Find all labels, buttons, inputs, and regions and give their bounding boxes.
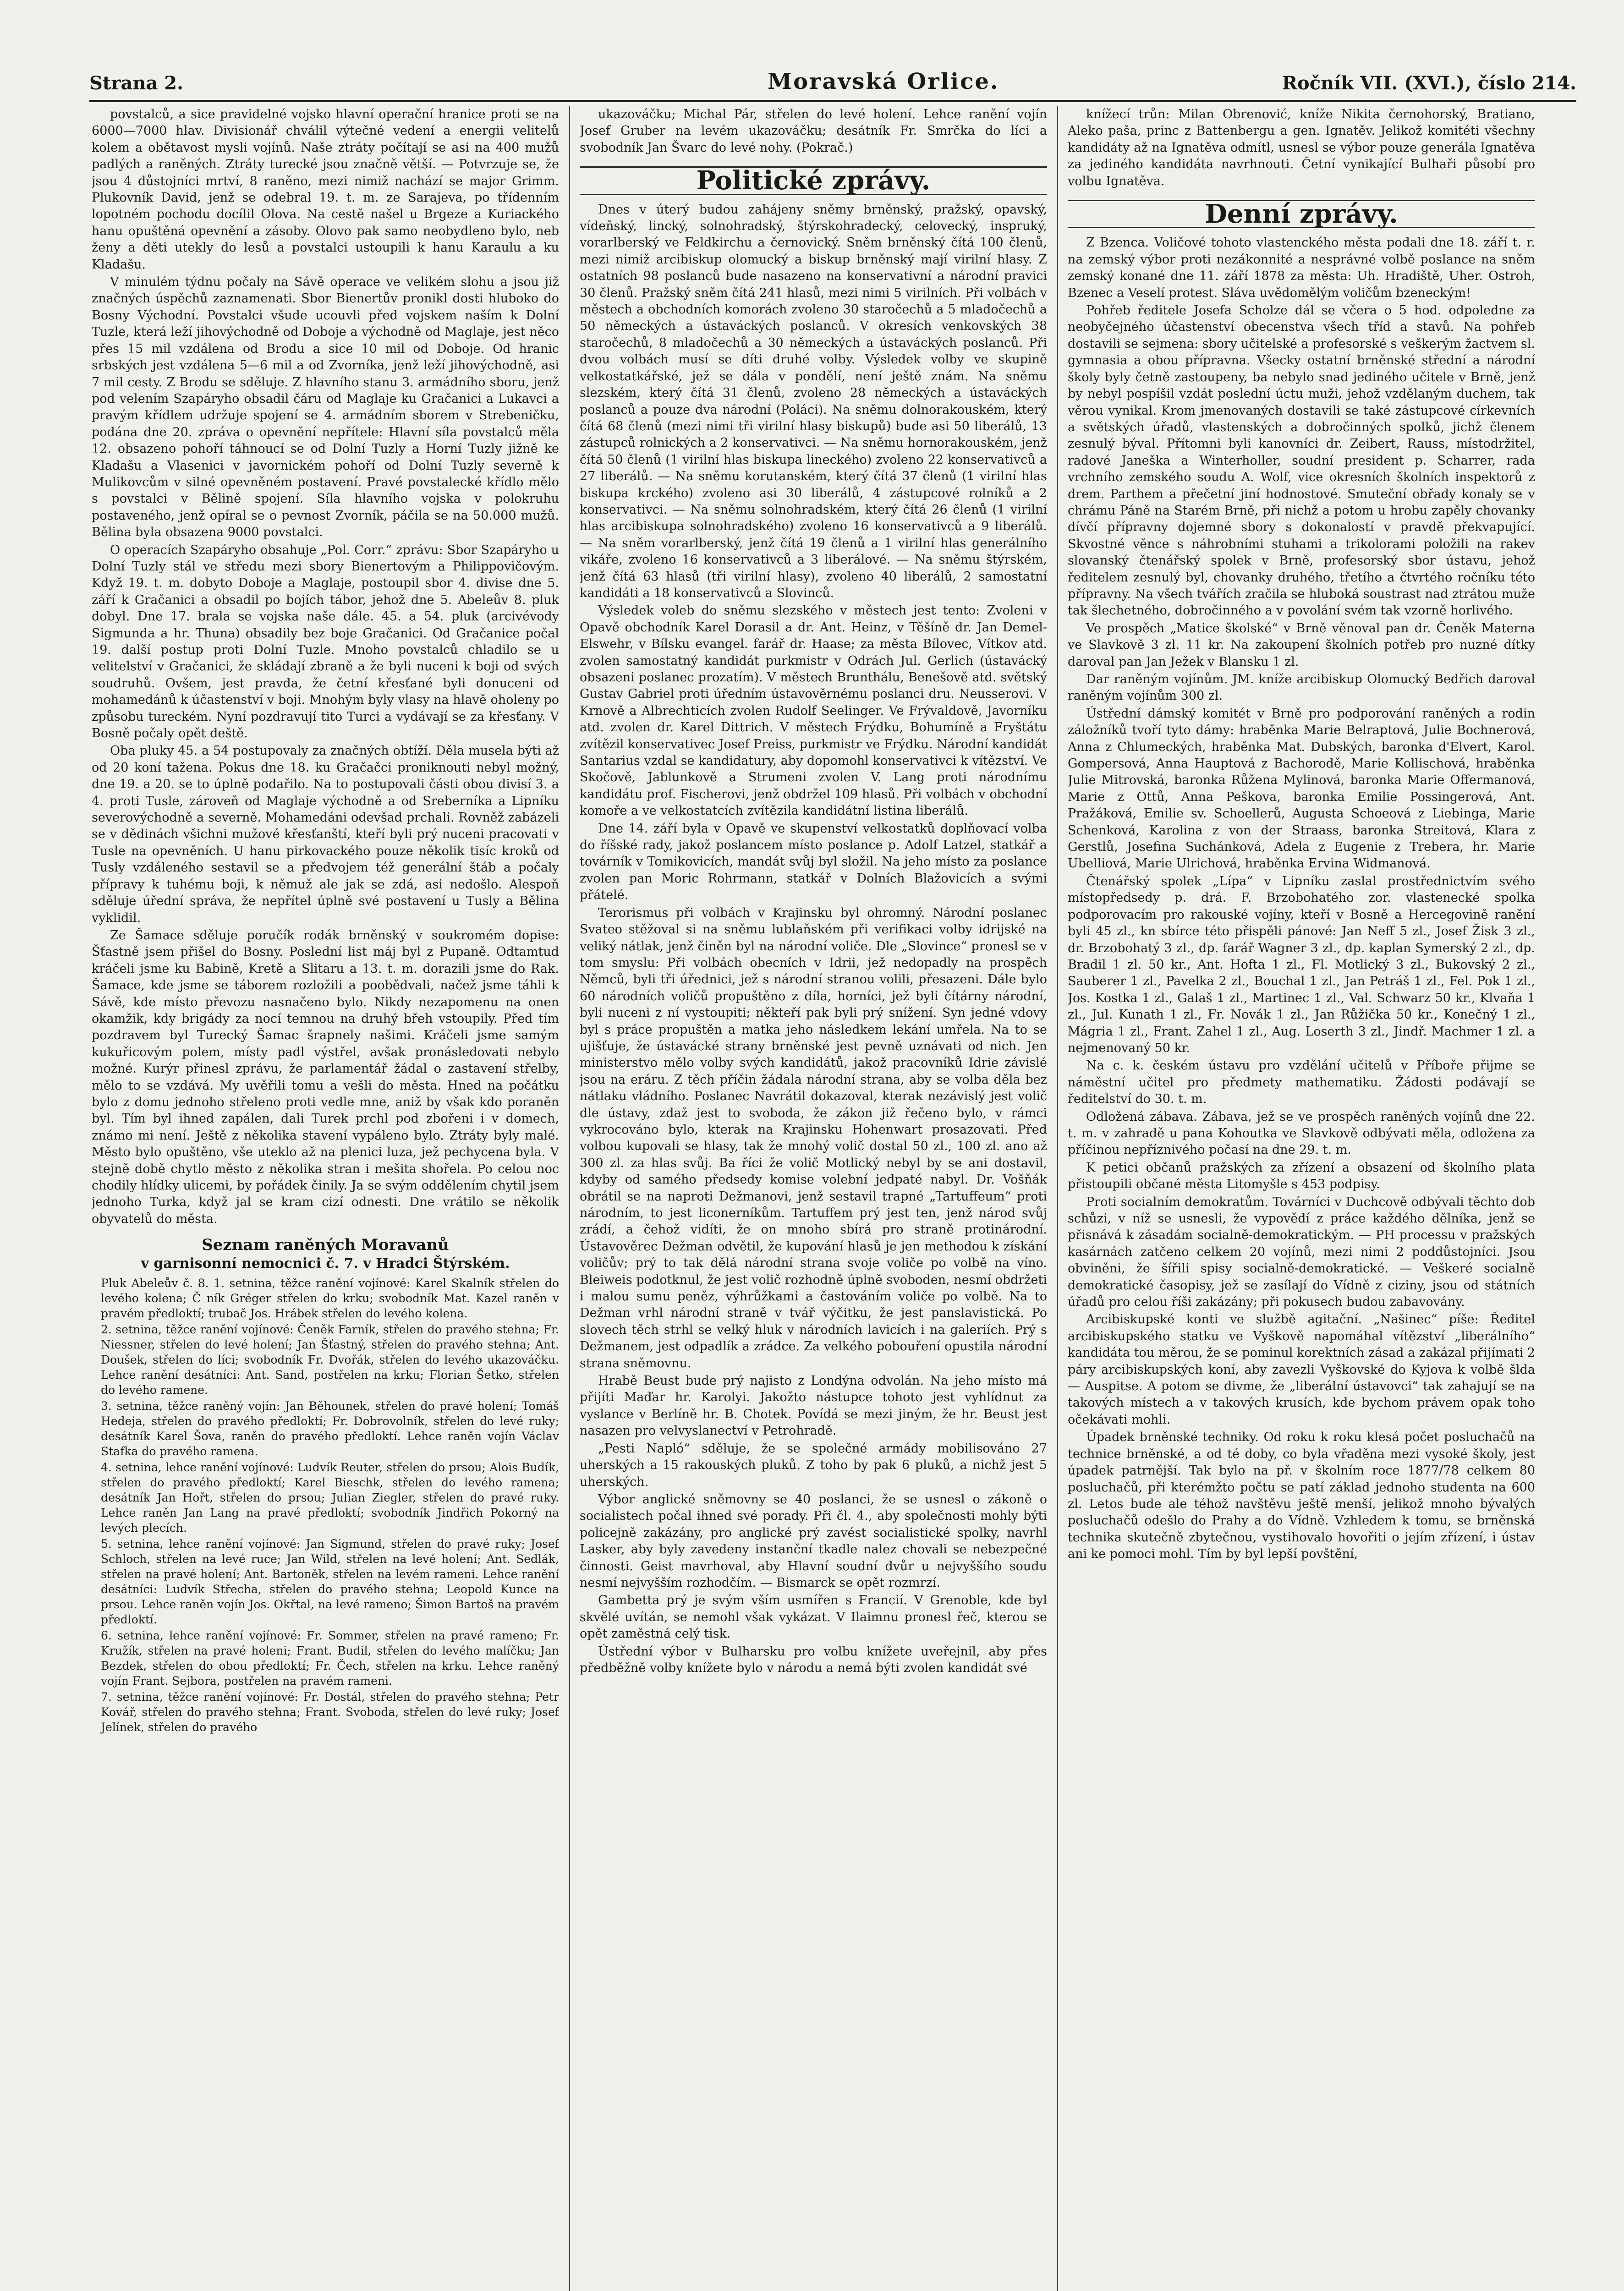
paragraph: Úpadek brněnské techniky. Od roku k roku klesá počet posluchačů na technice brněnské, a od té doby, co byla vřaděna mezi vysoké školy, jest úpadek patrnější. Tak bylo na př. v školním roce 1877/78 celkem 80 posluchačů, při kterémžto počtu se patí základ jednoho studenta na 600 zl. Letos bude ale téhož navštěvu ještě menší, jelikož mnoho bývalých posluchačů odešlo do Prahy a do Vídně. Vzhledem k tomu, se brněnská technika skutečně zbytečnou, vystihovalo hovořiti o jejím zřízení, i ústav ani ke pomoci mohl. Tím by byl lepší povštění, [1068,1430,1535,1562]
paragraph: knížecí trůn: Milan Obrenović, kníže Nikita černohorský, Bratiano, Aleko paša, princ z Battenbergu a gen. Ignatěv. Jelikož komitéti všechny kandidáty až na Ignatěva odmítl, usnesl se výbor pouze generála Ignatěva za jediného kandidáta navrhnouti. Četní vynikající Bulhaři působí pro volbu Ignatěva. [1068,107,1535,188]
paragraph: Výsledek voleb do sněmu slezského v městech jest tento: Zvoleni v Opavě obchodník Karel Dorasil a dr. Ant. Heinz, v Těšíně dr. Jan Demel-Elswehr, v Bílsku evangel. farář dr. Haase; za města Bílovec, Vítkov atd. zvolen samostatný kandidát purkmistr v Odrách Jul. Gerlich (ústavácký obsazeni poslanec prozatím). V městech Brunthálu, Benešově atd. světský Gustav Gabriel proti úředním ústavověrnému poslanci dru. Neusserovi. V Krnově a Albrechticích zvolen Rudolf Seelinger. Ve Frývaldově, Javorníku atd. zvolen dr. Karel Dittrich. V městech Frýdku, Bohumíně a Fryštátu zvítězil konservativec Josef Preiss, purkmistr ve Frýdku. Národní kandidát Santarius vzdal se kandidatury, aby dopomohl konservativci k vítězství. Ve Skočově, Jablunkově a Strumeni zvolen V. Lang proti národnímu kandidátu prof. Fischerovi, jenž obdržel 109 hlasů. Při volbách v obchodní komoře a ve velkostatcích zvítězila kandidátní listina liberálů. [580,603,1047,818]
list-item: 2. setnina, těžce ranění vojínové: Čeněk Farník, střelen do pravého stehna; Fr. Niessner, střelen do levé holení; Jan Šťastný, střelen do pravého stehna; Ant. Doušek, střelen do líci; svobodník Fr. Dvořák, střelen do levého ukazováčku. Lehce ranění desátníci: Ant. Sand, postřelen na krku; Florian Šetko, střelen do levého ramene. [101,1323,559,1397]
paragraph: Dnes v úterý budou zahájeny sněmy brněnský, pražský, opavský, vídeňský, lincký, solnohradský, štýrskohradecký, celovecký, inspruký, vorarlberský ve Feldkirchu a černovický. Sněm brněnský čítá 100 členů, mezi nimiž arcibiskup olomucký a biskup brněnský mají virilní hlasy. Z ostatních 98 poslanců bude nasazeno na konservativní a národní pravici 30 členů. Pražský sněm čítá 241 hlasů, mezi nimi 5 virilních. Při volbách v městech a obchodních komorách zvoleno 30 staročechů a 5 mladočechů a 50 německých a ústaváckých poslanců. V okresích venkovských 38 staročechů, 8 mladočechů a 30 německých a ústaváckých poslanců. Při dvou volbách musí se díti druhé volby. Výsledek volby ve skupině velkostatkářské, jež se dála v pondělí, není ještě znám. Na sněmu slezském, který čítá 31 členů, zvoleno 28 německých a ústaváckých poslanců a pouze dva národní (Poláci). Na sněmu dolnorakouském, který čítá 68 členů (mezi nimi tři virilní hlasy biskupů) bude asi 50 liberálů, 13 zástupců rolnických a 2 konservativci. — Na sněmu hornorakouském, jenž čítá 50 členů (1 virilní hlas biskupa lineckého) zvoleno 22 konservativců a 27 liberálů. — Na sněmu korutanském, který čítá 37 členů (1 virilní hlas biskupa krckého) zvoleno asi 30 liberálů, 4 zástupcové rolníků a 2 konservativci. — Na sněmu solnohradském, který čítá 26 členů (1 virilní hlas arcibiskupa solnohradského) zvoleno 16 konservativců a 9 liberálů. — Na sněm vorarlberský, jenž čítá 19 členů a 1 virilní hlas generálního vikáře, zvoleno 16 konservativců a 3 liberálové. — Na sněmu štýrském, jenž čítá 63 hlasů (tři virilní hlasy), zvoleno 40 liberálů, 2 samostatní kandidáti a 18 konservativců a Slovinců. [580,202,1047,600]
casualty-list [92,1276,559,1735]
paragraph: Gambetta prý je svým vším usmířen s Francií. V Grenoble, kde byl skvělé uvítán, se nemohl však vykázat. V Ilaimnu pronesl řeč, kterou se opět zaměstná celý tisk. [580,1593,1047,1641]
issue-info: Ročník VII. (XVI.), číslo 214. [1282,72,1576,94]
list-item: Pluk Abeleův č. 8. 1. setnina, těžce ranění vojínové: Karel Skalník střelen do levého kolena; Č ník Gréger střelen do krku; svobodník Mat. Kazel raněn v pravém předloktí; trubač Jos. Hrábek střelen do levého kolena. [101,1277,559,1321]
paragraph: Na c. k. českém ústavu pro vzdělání učitelů v Příboře přijme se náměstní učitel pro předmety mathematiku. Žádosti podávají se ředitelství do 30. t. m. [1068,1058,1535,1107]
newspaper-title: Moravská Orlice. [768,69,999,94]
paragraph: Výbor anglické sněmovny se 40 poslanci, že se usnesl o zákoně o socialistech počal ihned své porady. Při čl. 4., aby společnosti mohly býti policejně zakázány, pro anglické prý zavést socialistické spolky, navrhl Lasker, aby byly zavedeny instanční tkadle nalez chovali se nebezpečné činnosti. Geist mavrhoval, aby Hlavní soudní dvůr u nejvyššího soudu nesmí nejvyšším rozhodčím. — Bismarck se opět rozmrzí. [580,1492,1047,1590]
paragraph: O operacích Szapáryho obsahuje „Pol. Corr.“ zprávu: Sbor Szapáryho u Dolní Tuzly stál ve středu mezi sbory Bienertovým a Philippovičovým. Když 19. t. m. dobyto Doboje a Maglaje, postoupil sbor 4. divise dne 5. září k Gračanici a obsadil po bojích tábor, jehož dne 5. Abeleův 8. pluk dobyl. Dne 17. brala se vojska naše dále. 45. a 54. pluk (arcivévody Sigmunda a hr. Thuna) obsadily bez boje Gračanici. Od Gračanice počal 19. další postup proti Dolní Tuzle. Mnoho povstalců chladilo se u velitelství v Gračanici, že skládají zbraně a že byli nuceni k boji od svých soudruhů. Ovšem, jest pravda, že četní křesťané byli donuceni od mohamedánů k účastenství v boji. Mnohým byly vlasy na hlavě oholeny po způsobu tureckém. Nyní pozdravují tito Turci a vydávají se za křesťany. V Bosně počaly opět deště. [92,543,559,741]
paragraph: ukazováčku; Michal Pár, střelen do levé holení. Lehce ranění vojín Josef Gruber na levém ukazováčku; desátník Fr. Smrčka do líci a svobodník Jan Švarc do levé nohy. (Pokrač.) [580,107,1047,155]
page-number: Strana 2. [89,72,184,94]
masthead-rule [89,100,1576,102]
list-item: 6. setnina, lehce ranění vojínové: Fr. Sommer, střelen na pravé rameno; Fr. Kružík, střelen na pravé holeni; Frant. Budil, střelen do levého malíčku; Jan Bezdek, střelen do obou předloktí; Fr. Čech, střelen na krku. Lehce raněný vojín Frant. Sejbora, postřelen na pravém rameni. [101,1629,559,1688]
paragraph: Ústřední dámský komitét v Brně pro podporování raněných a rodin záložníků tvoří tyto dámy: hraběnka Marie Belraptová, Julie Bochnerová, Anna z Chlumeckých, hraběnka Mat. Dubských, baronka d'Elvert, Karol. Gompersová, Anna Hauptová z Bachorodě, Marie Kollischová, hraběnka Julie Mitrovská, baronka Růžena Mylinová, baronka Marie Offermanová, Marie z Ottů, Anna Peškova, baronka Emilie Possingerová, Ant. Pražáková, Emilie sv. Schoellerů, Augusta Schoeová z Liebinga, Marie Schenková, Karolina z von der Straass, baronka Streitová, Klara z Gerstlů, Josefina Suchánková, Adela z Eugenie z Trebera, hr. Marie Ubelliová, Marie Ulrichová, hraběnka Ervina Widmanová. [1068,706,1535,871]
paragraph: Dne 14. září byla v Opavě ve skupenství velkostatků doplňovací volba do říšské rady, jakož poslancem místo poslance p. Adolf Latzel, statkář a továrník v Tomikovicích, mandát svůj byl složil. Na jeho místo za poslance zvolen pan Moric Rohrmann, statkář v Dolních Blažovicích a svými přátelé. [580,821,1047,903]
column-2 [580,106,1047,2291]
section-heading-political: Politické zprávy. [580,166,1047,195]
column-1 [92,106,559,2291]
list-item: 3. setnina, těžce raněný vojín: Jan Běhounek, střelen do pravé holení; Tomáš Hedeja, střelen do pravého předloktí; Fr. Dobrovolník, střelen do levé ruky; desátník Karel Šova, raněn do pravého předloktí. Lehce raněn vojín Václav Stafka do pravého ramena. [101,1399,559,1458]
casualty-list-heading: Seznam raněných Moravanů [202,1236,449,1255]
masthead [89,69,1576,96]
paragraph: K petici občanů pražských za zřízení a obsazení od školního plata přistoupili občané města Litomyšle s 453 podpisy. [1068,1160,1535,1192]
paragraph: Dar raněným vojínům. JM. kníže arcibiskup Olomucký Bedřich daroval raněným vojínům 300 zl. [1068,672,1535,703]
paragraph: V minulém týdnu počaly na Sávě operace ve velikém slohu a jsou již značných úspěchů zaznamenati. Sbor Bienertův pronikl dosti hluboko do Bosny Východní. Povstalci všude ucouvli před vojskem naším k Dolní Tuzle, která leží jihovýchodně od Doboje a východně od Maglaje, jest něco přes 15 mil vzdálena od Brodu a sice 10 mil od Doboje. Od hranic srbských jest vzdálena 5—6 mil a od Zvorníka, jenž leží jihovýchodně, asi 7 mil cesty. Z Brodu se sděluje. Z hlavního stanu 3. armádního sboru, jenž pod velením Szapáryho obsadil čáru od Maglaje ku Gračanici a Lukavci a pravým křídlem udržuje spojení se 4. armádním sborem v Strebeničku, podána dne 20. zpráva o opevnění nepřítele: Hlavní síla povstalců měla 12. obsazeno pohoří táhnoucí se od Dolní Tuzly a Horní Tuzly jižně ke Kladašu a Vlasenici v javornickém pohoří od Dolní Tuzly severně k Mulikovcům v silné opevněném postavení. Pravé povstalecké křídlo mělo s povstalci v Bělině spojení. Síla hlavního vojska v polokruhu postaveného, jenž opíral se o pevnost Zvorník, páčila se na 50.000 mužů. Bělina byla obsazena 9000 povstalci. [92,275,559,540]
list-item: 5. setnina, lehce ranění vojínové: Jan Sigmund, střelen do pravé ruky; Josef Schloch, střelen na levé ruce; Jan Wild, střelen na levé holení; Ant. Sedlák, střelen na pravé holení; Ant. Bartoněk, střelen na levém rameni. Lehce ranění desátníci: Ludvík Střecha, střelen do pravého stehna; Leopold Kunce na prsou. Lehce raněn vojín Jos. Okřtal, na levé rameno; Šimon Bartoš na pravém předloktí. [101,1537,559,1627]
list-item: 4. setnina, lehce ranění vojínové: Ludvík Reuter, střelen do prsou; Alois Budík, střelen do pravého předloktí; Karel Bieschk, střelen do levého ramena; desátník Jan Hořt, střelen do prsou; Julian Ziegler, střelen do pravé ruky. Lehce raněn Jan Lang na pravé předloktí; svobodník Jindřich Pokorný na levých plecích. [101,1461,559,1535]
paragraph: Z Bzenca. Voličové tohoto vlastenckého města podali dne 18. září t. r. na zemský výbor proti nezákonnité a nesprávné volbě poslance na sněm zemský konané dne 11. září 1878 za města: Uh. Hradiště, Uher. Ostroh, Bzenec a Veselí protest. Sláva uvědomělým voličům bzeneckým! [1068,236,1535,300]
paragraph: Ve prospěch „Matice školské“ v Brně věnoval pan dr. Čeněk Materna ve Slavkově 3 zl. 11 kr. Na zakoupení školních potřeb pro nuzné dítky daroval pan Jan Ježek v Blansku 1 zl. [1068,621,1535,669]
paragraph: povstalců, a sice pravidelné vojsko hlavní operační hranice proti se na 6000—7000 hlav. Divisionář chválil výtečné vedení a energii velitelů kolem a obětavost mysli vojínů. Naše ztráty počítají se asi na 400 mužů padlých a raněných. Ztráty turecké jsou značně větší. — Potvrzuje se, že jsou 4 důstojníci mrtví, 8 raněno, mezi nimiž nachází se major Grimm. Plukovník David, jenž se odebral 19. t. m. ze Sarajeva, po třídenním lopotném pochodu docílil Olova. Na cestě našel u Brgeze a Kuriackého hanu opuštěná opevnění a zásoby. Olovo pak samo neobydleno bylo, neb ženy a děti utekly do lesů a povstalci ustoupili k hanu Karaulu a ku Kladašu. [92,107,559,272]
paragraph: Terorismus při volbách v Krajinsku byl ohromný. Národní poslanec Svateo stěžoval si na sněmu lublaňském při verifikaci volby idrijské na veliký nátlak, jenž činěn byl na národní voliče. Dle „Slovince“ pronesl se v tom smyslu: Při volbách obecních v Idrii, jež nedopadly na prospěch Němců, byli tři úřednici, jež s národní stranou volili, přesazeni. Dále bylo 60 národních voličů propuštěno z díla, horníci, jež byli čítárny národní, byli nuceni z ní vystoupiti; někteří pak byli prý snížení. Syn jedné vdovy byl s práce propuštěn a matka jeho následkem lekání umřela. Na to se ujišťuje, že ústavácké strany brněnské jest pevně uznávati od nich. Jen ministerstvo mělo volby svých kandidátů, jakož pracovníků Idrie závislé jsou na eráru. Z těch příčin žádala národní strana, aby se volba děla bez nátlaku vládního. Poslanec Navrátil dokazoval, kterak nezávislý jest volič dle ústavy, zdaž jest to svoboda, že zákon již řečeno bylo, v rámci vykrocováno bylo, kterak na Krajinsku Hohenwart prosazovati. Před volbou kupovali se hlasy, tak že mnohý volič dostal 50 zl., 100 zl. ano až 300 zl. za hlas svůj. Ba říci že volič Motlický nebyl by se ani dostavil, kdyby od samého předsedy komise volební jedpaté nabyl. Dr. Vošňák obrátil se na naproti Dežmanovi, jenž sestavil trapné „Tartuffeum“ proti národním, to jest liconerníkům. Tartuffem prý jest ten, jenž národ svůj zrádí, a čehož vidíti, že on mnoho sbírá pro straně protinárodní. Ústavověrec Dežman odvětil, že kupování hlasů je jen methodou k získání voličův; prý to tak dělá národní strana svoje voliče po volbě na víno. Bleiweis podotknul, že jest volič rozhodně úplně svoboden, nesmí obdržeti i malou sumu peněz, výhrůžkami a častováním voliče po volbě. Na to Dežman vrhl národní straně v tvář výčitku, že jest panslavistická. Po slovech těch strhl se velký hluk v národních lavicích i na galeriích. Prý s Dežmanem, jest odpadlík a zrádce. Za velkého pobouření opustila národní strana sněmovnu. [580,905,1047,1370]
paragraph: Hrabě Beust bude prý najisto z Londýna odvolán. Na jeho místo má přijíti Maďar hr. Karolyi. Jakožto nástupce tohoto jest vyhlídnut za vyslance v Berlíně hr. B. Chotek. Povídá se mezi jiným, že hr. Beust jest nasazen pro velvyslanectví v Petrohradě. [580,1374,1047,1438]
paragraph: Ze Šamace sděluje poručík rodák brněnský v soukromém dopise: Šťastně jsem přišel do Bosny. Poslední list máj byl z Pupaně. Odtamtud kráčeli jsme ku Babině, Kretě a Slitaru a 13. t. m. dorazili jsme do Rak. Šamace, kde jsme se táborem rozložili a poobědvali, načež jsme táhli k Sávě, kde místo převozu nasnačeno bylo. Nikdy nezapomenu na onen okamžik, kdy brigády za nocí temnou na druhý břeh vstoupily. Před tím pozdravem byl Turecký Šamac šrapnely našimi. Kráčeli jsme samým kukuřicovým polem, místy padl výstřel, avšak pronásledovati nebylo možné. Kurýr přinesl zprávu, že parlamentář žádal o zastavení střelby, mělo to se vzdává. My uvěřili tomu a vešli do města. Hned na počátku bylo z domu jednoho střeleno proti vedle mne, aniž by však kdo poraněn byl. Tím byl ihned zapálen, dali Turek prchl pod zbořeni i v domech, známo mi není. Ještě z několika stavení vypáleno bylo. Ztráty byly malé. Město bylo opuštěno, vše uteklo až na plenici luza, jež pechycena byla. V stejně době chytlo město z několika stran i mešita shořela. Po celou noc chodily hlídky ulicemi, by pořádek činily. Ja se svým oddělením chytil jsem jednoho Turka, když jal se kram cizí odnesti. Dne vrátilo se několik obyvatelů do města. [92,928,559,1226]
paragraph: Odložená zábava. Zábava, jež se ve prospěch raněných vojínů dne 22. t. m. v zahradě u pana Kohoutka ve Slavkově odbývati měla, odložena za příčinou nepříznivého počasí na dne 29. t. m. [1068,1109,1535,1157]
column-divider [1057,106,1058,2291]
paragraph: Oba pluky 45. a 54 postupovaly za značných obtíží. Děla musela býti až od 20 koní tažena. Pokus dne 18. ku Gračačci proniknouti nebyl možný, dne 19. a 20. se to úplně podařilo. Na to postupovali části obou divisí 3. a 4. proti Tusle, zároveň od Maglaje východně a od Sreberníka a Lipníku severovýchodně a severně. Mohamedáni odevšad prchali. Rovněž zabázeli se v dědinách všichni mužové křesťanští, kteří byli prý nuceni pracovati v Tusle na opevněních. U hanu pirkovackého pouze několik tisíc kroků od Tusly vzdáleného sestavil se a předvojem též generální štáb a počaly přípravy k tuhému boji, k němuž ale jak se zdá, asi nedošlo. Alespoň sděluje úřední správa, že nepřítel úplně své postavení u Tusly a Bělina vyklidil. [92,744,559,925]
paragraph: „Pesti Napló“ sděluje, že se společné armády mobilisováno 27 uherských a 15 rakouských pluků. Z toho by pak 6 pluků, a nichž jest 5 uherských. [580,1441,1047,1489]
paragraph: Čtenářský spolek „Lípa“ v Lipníku zaslal prostřednictvím svého místopředsedy p. drá. F. Brzobohatého zor. vlastenecké spolka podporovacím pro rakouské vojíny, kteří v Bosně a Hercegovině ranění byli 45 zl., kn sbírce této přispěli pánové: Jan Neff 5 zl., Josef Žisk 3 zl., dr. Brzobohatý 3 zl., dp. farář Wagner 3 zl., dp. kaplan Symerský 2 zl., dp. Bradil 1 zl. 50 kr., Ant. Hofta 1 zl., Fl. Motlický 3 zl., Bukovský 2 zl., Sauberer 1 zl., Pavelka 2 zl., Bouchal 1 zl., Jan Petráš 1 zl., Fel. Pok 1 zl., Jos. Kostka 1 zl., Galaš 1 zl., Martinec 1 zl., Val. Schwarz 50 kr., Klvaňa 1 zl., Jul. Kunath 1 zl., Fr. Novák 1 zl., Jan Růžička 50 kr., Konečný 1 zl., Mágria 1 zl., Frant. Zahel 1 zl., Aug. Loserth 3 zl., Jindř. Machmer 1 zl. a nejmenovaný 50 kr. [1068,874,1535,1055]
column-divider [569,106,570,2291]
paragraph: Arcibiskupské konti ve službě agitační. „Našinec“ píše: Ředitel arcibiskupského statku ve Vyškově napomáhal vítězství „liberálního“ kandidáta tou měrou, že se pominul korektních zásad a zakázal přijímati 2 páry arcibiskupských koní, aby zavezli Vyškovské do Kyjova k volbě šlda — Auspitse. A potom se divme, že „liberální ústavovci“ tak zahajují se na takových místech a v takových krusích, kde bychom právem opak toho očekávati mohli. [1068,1312,1535,1427]
paragraph: Ústřední výbor v Bulharsku pro volbu knížete uveřejnil, aby přes předběžně volby knížete bylo v národu a nemá býti zvolen kandidát své [580,1644,1047,1675]
section-heading-daily: Denní zprávy. [1068,200,1535,228]
column-3 [1068,106,1535,2291]
list-item: 7. setnina, těžce ranění vojínové: Fr. Dostál, střelen do pravého stehna; Petr Kovář, střelen do pravého stehna; Frant. Svoboda, střelen do levé ruky; Josef Jelínek, střelen do pravého [101,1690,559,1734]
casualty-list-subheading: v garnisonní nemocnici č. 7. v Hradci Štýrském. [141,1255,510,1272]
paragraph: Pohřeb ředitele Josefa Scholze dál se včera o 5 hod. odpoledne za neobyčejného účastenství obecenstva všech tříd a stavů. Na pohřeb dostavili se sejmena: sbory učitelské a profesorské s veškerým žactvem sl. gymnasia a obou přípravna. Všecky ostatní brněnské střední a národní školy byly četně zastoupeny, ba nebylo snad jediného učitele v Brně, jenž by nebyl pospíšil vzdát poslední úctu muži, jehož vzdělaným duchem, tak věrou vynikal. Krom jmenovaných dostavili se také zástupcové církevních a světských úřadů, vlastenských a dobročinných spolků, jichž členem zesnulý býval. Přítomni byli kanovníci dr. Zeibert, Rauss, místodržitel, radové Janeška a Winterholler, soudní president p. Scharrer, rada vrchního zemského soudu A. Wolf, vice okresních školních inspektorů z drem. Parthem a přečetní jiní hodnostové. Smuteční obřady konaly se v chrámu Páně na Starém Brně, při nichž a potom u hrobu zapěly chovanky dívčí přípravny dojemné sbory s dokonalostí v pravdě překvapující. Skvostné věnce s náhrobními stuhami a trikolorami položili na rakev slovanský čtenářský spolek v Brně, profesorský sbor ústavu, jehož ředitelem zesnulý byl, chovanky druhého, třetího a čtvrtého ročníku této přípravny. Na všech tvářích zračila se hluboká soustrast nad ztrátou muže tak šlechetného, dobročinného a v povolání svém tak vzorně horlivého. [1068,303,1535,618]
paragraph: Proti socialním demokratům. Továrníci v Duchcově odbývali těchto dob schůzi, v níž se usnesli, že vypovědí z práce každého dělníka, jenž se přisnává k zásadám socialně-demokratickým. — PH processu v pražských kasárnách zatčeno celkem 20 vojínů, mezi nimi 2 poddůstojníci. Jsou obviněni, že šířili spisy socialně-demokratické. — Veškeré socialně demokratické časopisy, jež se zasílají do Vídně z ciziny, jsou od státních úřadů pro celou říši zakázány; při pokusech budou zabavovány. [1068,1195,1535,1310]
